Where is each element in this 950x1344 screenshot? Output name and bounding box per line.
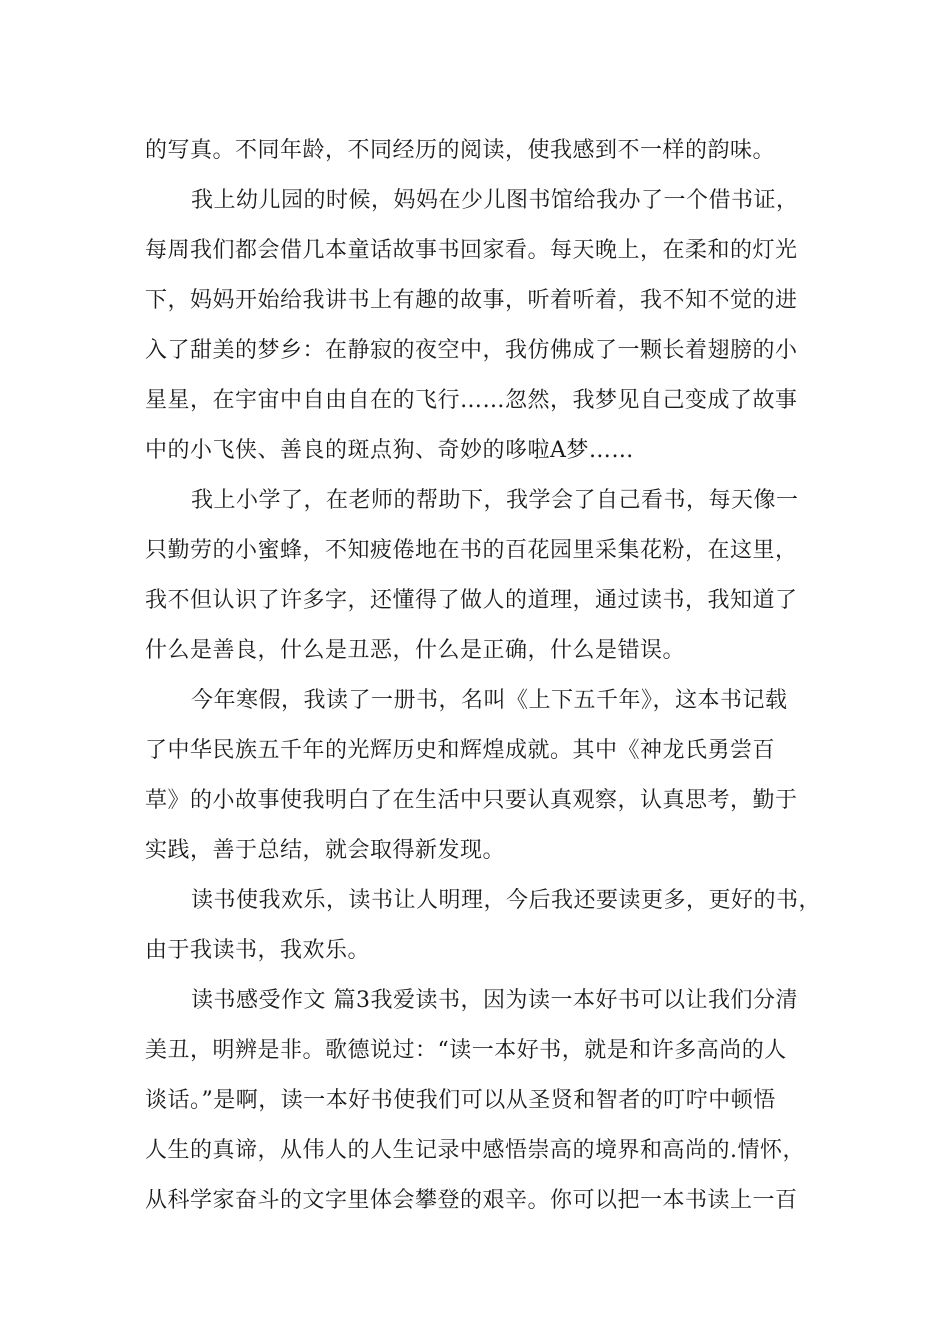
text-line-11: 什么是善良，什么是丑恶，什么是正确，什么是错误。: [145, 638, 686, 663]
text-line-21: 人生的真谛，从伟人的人生记录中感悟崇高的境界和高尚的.情怀，: [145, 1138, 805, 1163]
text-line-19: 美丑，明辨是非。歌德说过：“读一本好书，就是和许多高尚的人: [145, 1038, 787, 1063]
text-line-20: 谈话。”是啊，读一本好书使我们可以从圣贤和智者的叮咛中顿悟: [145, 1088, 776, 1113]
text-line-22: 从科学家奋斗的文字里体会攀登的艰辛。你可以把一本书读上一百: [145, 1188, 798, 1213]
text-line-7: 中的小飞侠、善良的斑点狗、奇妙的哆啦A梦……: [145, 438, 634, 463]
text-line-10: 我不但认识了许多字，还懂得了做人的道理，通过读书，我知道了: [145, 588, 798, 613]
text-line-6: 星星，在宇宙中自由自在的飞行……忽然，我梦见自己变成了故事: [145, 388, 798, 413]
document-body: [145, 126, 825, 1226]
text-line-18: 读书感受作文 篇3我爱读书，因为读一本好书可以让我们分清: [191, 988, 798, 1013]
text-line-2: 我上幼儿园的时候，妈妈在少儿图书馆给我办了一个借书证，: [191, 188, 799, 213]
text-line-8: 我上小学了，在老师的帮助下，我学会了自己看书，每天像一: [191, 488, 799, 513]
text-line-5: 入了甜美的梦乡：在静寂的夜空中，我仿佛成了一颗长着翅膀的小: [145, 338, 798, 363]
text-line-1: 的写真。不同年龄，不同经历的阅读，使我感到不一样的韵味。: [145, 138, 776, 163]
text-line-9: 只勤劳的小蜜蜂，不知疲倦地在书的百花园里采集花粉，在这里，: [145, 538, 798, 563]
text-line-3: 每周我们都会借几本童话故事书回家看。每天晚上，在柔和的灯光: [145, 238, 798, 263]
text-line-14: 草》的小故事使我明白了在生活中只要认真观察，认真思考，勤于: [145, 788, 798, 813]
text-line-16: 读书使我欢乐，读书让人明理，今后我还要读更多，更好的书，: [191, 888, 822, 913]
text-line-12: 今年寒假，我读了一册书，名叫《上下五千年》，这本书记载: [191, 688, 788, 713]
text-line-17: 由于我读书，我欢乐。: [145, 938, 371, 963]
text-line-4: 下，妈妈开始给我讲书上有趣的故事，听着听着，我不知不觉的进: [145, 288, 798, 313]
text-line-13: 了中华民族五千年的光辉历史和辉煌成就。其中《神龙氏勇尝百: [145, 738, 776, 763]
text-line-15: 实践，善于总结，就会取得新发现。: [145, 838, 506, 863]
